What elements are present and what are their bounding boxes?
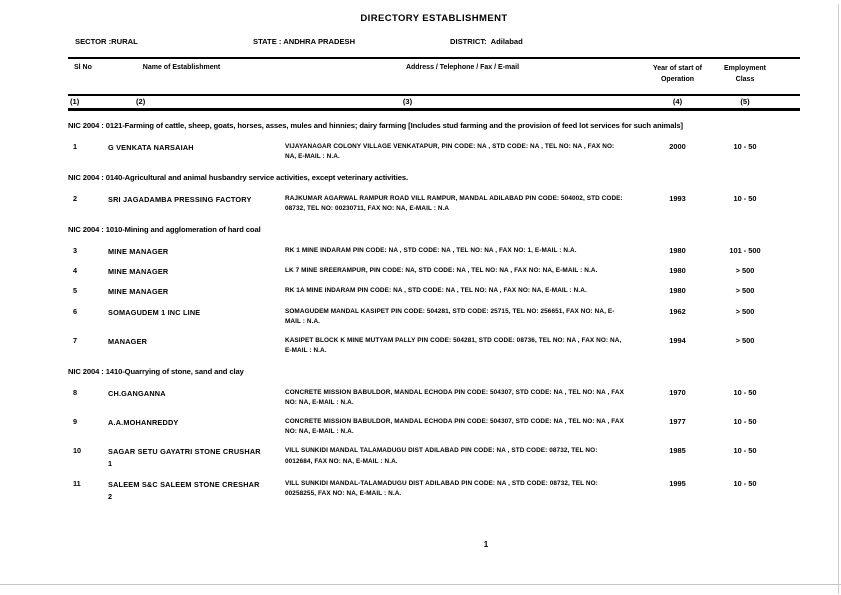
state-field xyxy=(253,37,355,46)
cell-sl-no: 8 xyxy=(73,387,78,397)
cell-year-of-start: 1980 xyxy=(669,265,686,275)
cell-year-of-start: 1995 xyxy=(669,478,686,488)
cell-sl-no: 2 xyxy=(73,193,78,203)
table-row xyxy=(68,307,800,328)
cell-sl-no: 9 xyxy=(73,416,78,426)
cell-sl-no: 10 xyxy=(73,445,82,455)
cell-address: KASIPET BLOCK K MINE MUTYAM PALLY PIN CODE: 504281, STD CODE: 08736, TEL NO: NA , FAX NO: NA, E-MAIL : N.A. xyxy=(285,336,622,355)
district-field xyxy=(450,37,523,46)
column-header-address: Address / Telephone / Fax / E-mail xyxy=(405,64,520,71)
cell-establishment-name: CH.GANGANNA xyxy=(108,388,166,398)
sector-field xyxy=(75,37,138,46)
table-row xyxy=(68,194,800,215)
cell-employment-class: 101 - 500 xyxy=(729,245,761,255)
cell-establishment-name: SRI JAGADAMBA PRESSING FACTORY xyxy=(108,194,252,204)
state-label: STATE : xyxy=(253,37,282,46)
cell-employment-class: 10 - 50 xyxy=(733,141,757,151)
cell-establishment-name: G VENKATA NARSAIAH xyxy=(108,142,194,152)
cell-sl-no: 7 xyxy=(73,335,78,345)
cell-sl-no: 11 xyxy=(73,478,81,488)
table-row xyxy=(68,142,800,163)
column-number-4: (4) xyxy=(672,97,683,106)
cell-year-of-start: 1994 xyxy=(669,335,686,345)
table-row xyxy=(68,246,800,258)
cell-sl-no: 6 xyxy=(73,306,78,316)
cell-establishment-name: SAGAR SETU GAYATRI STONE CRUSHAR 1 xyxy=(108,446,261,469)
state-value: ANDHRA PRADESH xyxy=(283,37,356,46)
cell-year-of-start: 1970 xyxy=(669,387,686,397)
cell-employment-class: 10 - 50 xyxy=(733,387,757,397)
table-row xyxy=(68,417,800,438)
nic-section-heading: NIC 2004 : 1410-Quarrying of stone, sand and clay xyxy=(68,366,244,376)
cell-employment-class: 10 - 50 xyxy=(733,478,757,488)
divider xyxy=(68,108,800,111)
cell-year-of-start: 1993 xyxy=(669,193,686,203)
cell-sl-no: 3 xyxy=(73,245,78,255)
cell-address: CONCRETE MISSION BABULDOR, MANDAL ECHODA PIN CODE: 504307, STD CODE: NA , TEL NO: NA , FAX NO: NA, E-MAIL : N.A. xyxy=(285,388,624,407)
column-number-1: (1) xyxy=(70,97,80,106)
nic-section-heading: NIC 2004 : 0140-Agricultural and animal husbandry service activities, except veterinary activities. xyxy=(68,172,408,182)
column-numbers-row xyxy=(68,96,800,108)
district-value: Adilabad xyxy=(490,37,523,46)
scan-edge-bottom xyxy=(0,584,841,585)
table-row xyxy=(68,336,800,357)
column-number-5: (5) xyxy=(740,97,750,106)
cell-address: RK 1 MINE INDARAM PIN CODE: NA , STD CODE: NA , TEL NO: NA , FAX NO: 1, E-MAIL : N.A. xyxy=(285,246,577,254)
sector-value: RURAL xyxy=(111,37,138,46)
sections-container xyxy=(68,120,800,504)
cell-establishment-name: SALEEM S&C SALEEM STONE CRESHAR 2 xyxy=(108,479,260,502)
cell-employment-class: > 500 xyxy=(735,286,755,296)
cell-year-of-start: 1977 xyxy=(669,416,686,426)
column-header-name: Name of Establishment xyxy=(142,64,221,71)
cell-year-of-start: 1962 xyxy=(669,306,686,316)
cell-address: VILL SUNKIDI MANDAL-TALAMADUGU DIST ADILABAD PIN CODE: NA , STD CODE: 08732, TEL NO: 00258255, FAX NO: NA, E-MAIL : N.A. xyxy=(285,479,598,498)
column-number-2: (2) xyxy=(136,97,146,106)
table-row xyxy=(68,388,800,409)
cell-address: RK 1A MINE INDARAM PIN CODE: NA , STD CODE: NA , TEL NO: NA , FAX NO: NA, E-MAIL : N.A. xyxy=(285,287,587,295)
cell-establishment-name: MINE MANAGER xyxy=(108,287,169,297)
column-header-employment: Employment Class xyxy=(723,65,766,83)
table-row xyxy=(68,266,800,278)
report-meta xyxy=(68,37,800,50)
table-row xyxy=(68,446,800,471)
cell-year-of-start: 1980 xyxy=(669,245,686,255)
table-row xyxy=(68,479,800,504)
cell-employment-class: 10 - 50 xyxy=(733,193,757,203)
table-row xyxy=(68,286,800,298)
cell-employment-class: 10 - 50 xyxy=(733,416,757,426)
cell-address: VILL SUNKIDI MANDAL TALAMADUGU DIST ADILABAD PIN CODE: NA , STD CODE: 08732, TEL NO: 0012684, FAX NO: NA, E-MAIL : N.A. xyxy=(285,446,598,465)
column-header-year: Year of start of Operation xyxy=(652,65,702,83)
district-label: DISTRICT: xyxy=(450,37,487,46)
nic-section-heading: NIC 2004 : 1010-Mining and agglomeration of hard coal xyxy=(68,224,261,234)
column-number-3: (3) xyxy=(402,97,413,106)
cell-address: LK 7 MINE SREERAMPUR, PIN CODE: NA, STD CODE: NA , TEL NO: NA , FAX NO: NA, E-MAIL : N.A. xyxy=(285,266,598,274)
page-number: 1 xyxy=(483,540,489,549)
column-header-sl-no: Sl No xyxy=(74,64,92,71)
cell-establishment-name: MINE MANAGER xyxy=(108,266,169,276)
cell-address: SOMAGUDEM MANDAL KASIPET PIN CODE: 504281, STD CODE: 25715, TEL NO: 256651, FAX NO: NA, E-MAIL : N.A. xyxy=(285,307,615,326)
cell-sl-no: 5 xyxy=(73,286,78,296)
table-header-row xyxy=(68,59,800,94)
cell-year-of-start: 1985 xyxy=(669,445,686,455)
cell-employment-class: 10 - 50 xyxy=(733,445,757,455)
cell-address: RAJKUMAR AGARWAL RAMPUR ROAD VILL RAMPUR, MANDAL ADILABAD PIN CODE: 504002, STD CODE: 08732, TEL NO: 00230711, FAX NO: NA, E-MAIL : N.A xyxy=(285,194,623,213)
cell-address: CONCRETE MISSION BABULDOR, MANDAL ECHODA PIN CODE: 504307, STD CODE: NA , TEL NO: NA , FAX NO: NA, E-MAIL : N.A. xyxy=(285,417,624,436)
cell-employment-class: > 500 xyxy=(735,335,755,345)
scan-edge-right xyxy=(838,4,839,594)
page-title: DIRECTORY ESTABLISHMENT xyxy=(360,13,508,24)
cell-year-of-start: 1980 xyxy=(669,286,686,296)
cell-employment-class: > 500 xyxy=(735,265,755,275)
cell-establishment-name: A.A.MOHANREDDY xyxy=(108,417,179,427)
nic-section-heading: NIC 2004 : 0121-Farming of cattle, sheep, goats, horses, asses, mules and hinnies; dairy farming [Includes stud farming and the provision of feed lot services for such animals] xyxy=(68,121,683,130)
cell-sl-no: 1 xyxy=(73,141,78,151)
report-page xyxy=(68,0,800,512)
cell-year-of-start: 2000 xyxy=(669,141,686,151)
sector-label: SECTOR : xyxy=(75,37,112,46)
cell-address: VIJAYANAGAR COLONY VILLAGE VENKATAPUR, PIN CODE: NA , STD CODE: NA , TEL NO: NA , FAX NO: NA, E-MAIL : N.A. xyxy=(285,142,615,161)
cell-establishment-name: SOMAGUDEM 1 INC LINE xyxy=(108,307,201,317)
cell-employment-class: > 500 xyxy=(735,306,755,316)
cell-sl-no: 4 xyxy=(73,265,78,275)
cell-establishment-name: MANAGER xyxy=(108,336,148,346)
cell-establishment-name: MINE MANAGER xyxy=(108,246,169,256)
